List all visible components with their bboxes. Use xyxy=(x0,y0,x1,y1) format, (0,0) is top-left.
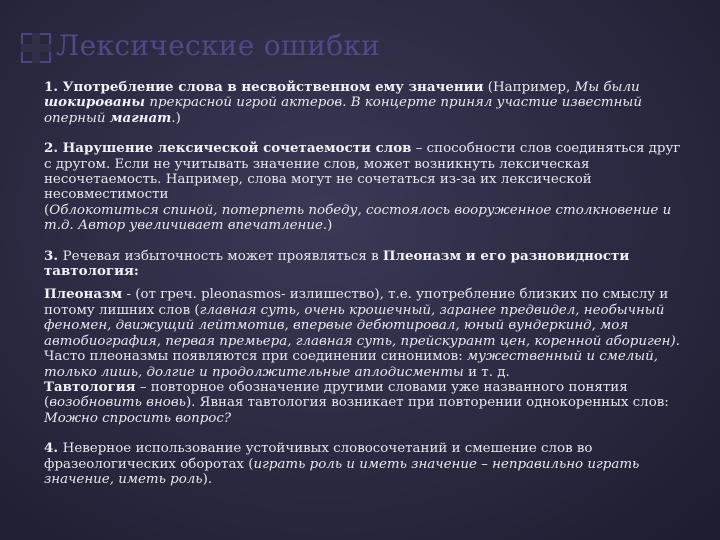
paragraph-1 xyxy=(44,80,692,126)
text: Часто плеоназмы появляются при соединении синонимов: xyxy=(44,349,467,365)
text: .) xyxy=(171,110,181,126)
slide-content xyxy=(44,80,692,487)
square-bracket-mark-icon xyxy=(21,33,51,63)
paragraph-4 xyxy=(44,441,692,487)
example-text: возобновить вновь xyxy=(49,395,186,411)
item-2-heading: Нарушение лексической сочетаемости слов xyxy=(62,140,412,157)
text: ). Явная тавтология возникает при повторении однокоренных слов: xyxy=(185,395,669,411)
text: - (от греч. pleonasmos- излишество), т.е. употребление близких по смыслу и потому лишних слов ( xyxy=(44,287,669,318)
example-text: главная суть, очень крошечный, заранее предвидел, необычный феномен, движущий лейтмотив, впервые дебютировал, юный вундеркинд, моя автобиография, первая премьера, главная суть, прейскурант цен, коренной абориген). xyxy=(44,302,680,349)
text: ( xyxy=(44,202,50,218)
example-text: Можно спросить вопрос? xyxy=(44,410,232,426)
text: .) xyxy=(322,218,333,234)
item-1-heading: Употребление слова в несвойственном ему значении xyxy=(62,79,484,95)
text: ). xyxy=(202,471,213,487)
text: и т. д. xyxy=(463,364,510,380)
example-text: Облокотиться спиной, потерпеть победу, состоялось вооруженное столкновение и т.д. Автор увеличивает впечатление xyxy=(44,202,672,234)
pleonasm-heading: Плеоназм xyxy=(44,286,123,303)
example-text: мужественный и смелый, только лишь, долгие и продолжительные аплодисменты xyxy=(44,349,659,380)
text: Неверное использование устойчивых словосочетаний и смешение слов во фразеологических оборотах ( xyxy=(44,441,593,472)
paragraph-3 xyxy=(44,249,692,280)
example-word: шокированы xyxy=(44,94,146,111)
text: (Например, xyxy=(483,80,575,95)
item-4-number: 4. xyxy=(44,440,63,457)
example-text: Мы были xyxy=(574,80,640,95)
item-2-number: 2. xyxy=(44,140,63,157)
paragraph-pleonasm xyxy=(44,287,692,379)
paragraph-2 xyxy=(44,141,692,233)
item-3-heading: Плеоназм и его разновидности тавтология: xyxy=(44,247,630,280)
text: Речевая избыточность может проявляться в xyxy=(62,248,383,264)
example-word: магнат xyxy=(109,109,172,126)
example-text: играть роль и иметь значение – неправильно играть значение, иметь роль xyxy=(44,456,640,487)
paragraph-tautology xyxy=(44,380,692,426)
item-3-number: 3. xyxy=(44,247,63,264)
item-1-number: 1. xyxy=(44,79,63,95)
text: – способности слов соединяться друг с другом. Если не учитывать значение слов, может возникнуть лексическая несочетаемость. Например, слова могут не сочетаться из-за их лексической несовместимости xyxy=(44,141,681,203)
example-text: прекрасной игрой актеров. В концерте принял участие известный оперный xyxy=(44,95,642,126)
tautology-heading: Тавтология xyxy=(44,378,136,395)
text: – повторное обозначение другими словами уже названного понятия ( xyxy=(44,379,628,411)
slide-title: Лексические ошибки xyxy=(56,29,381,62)
